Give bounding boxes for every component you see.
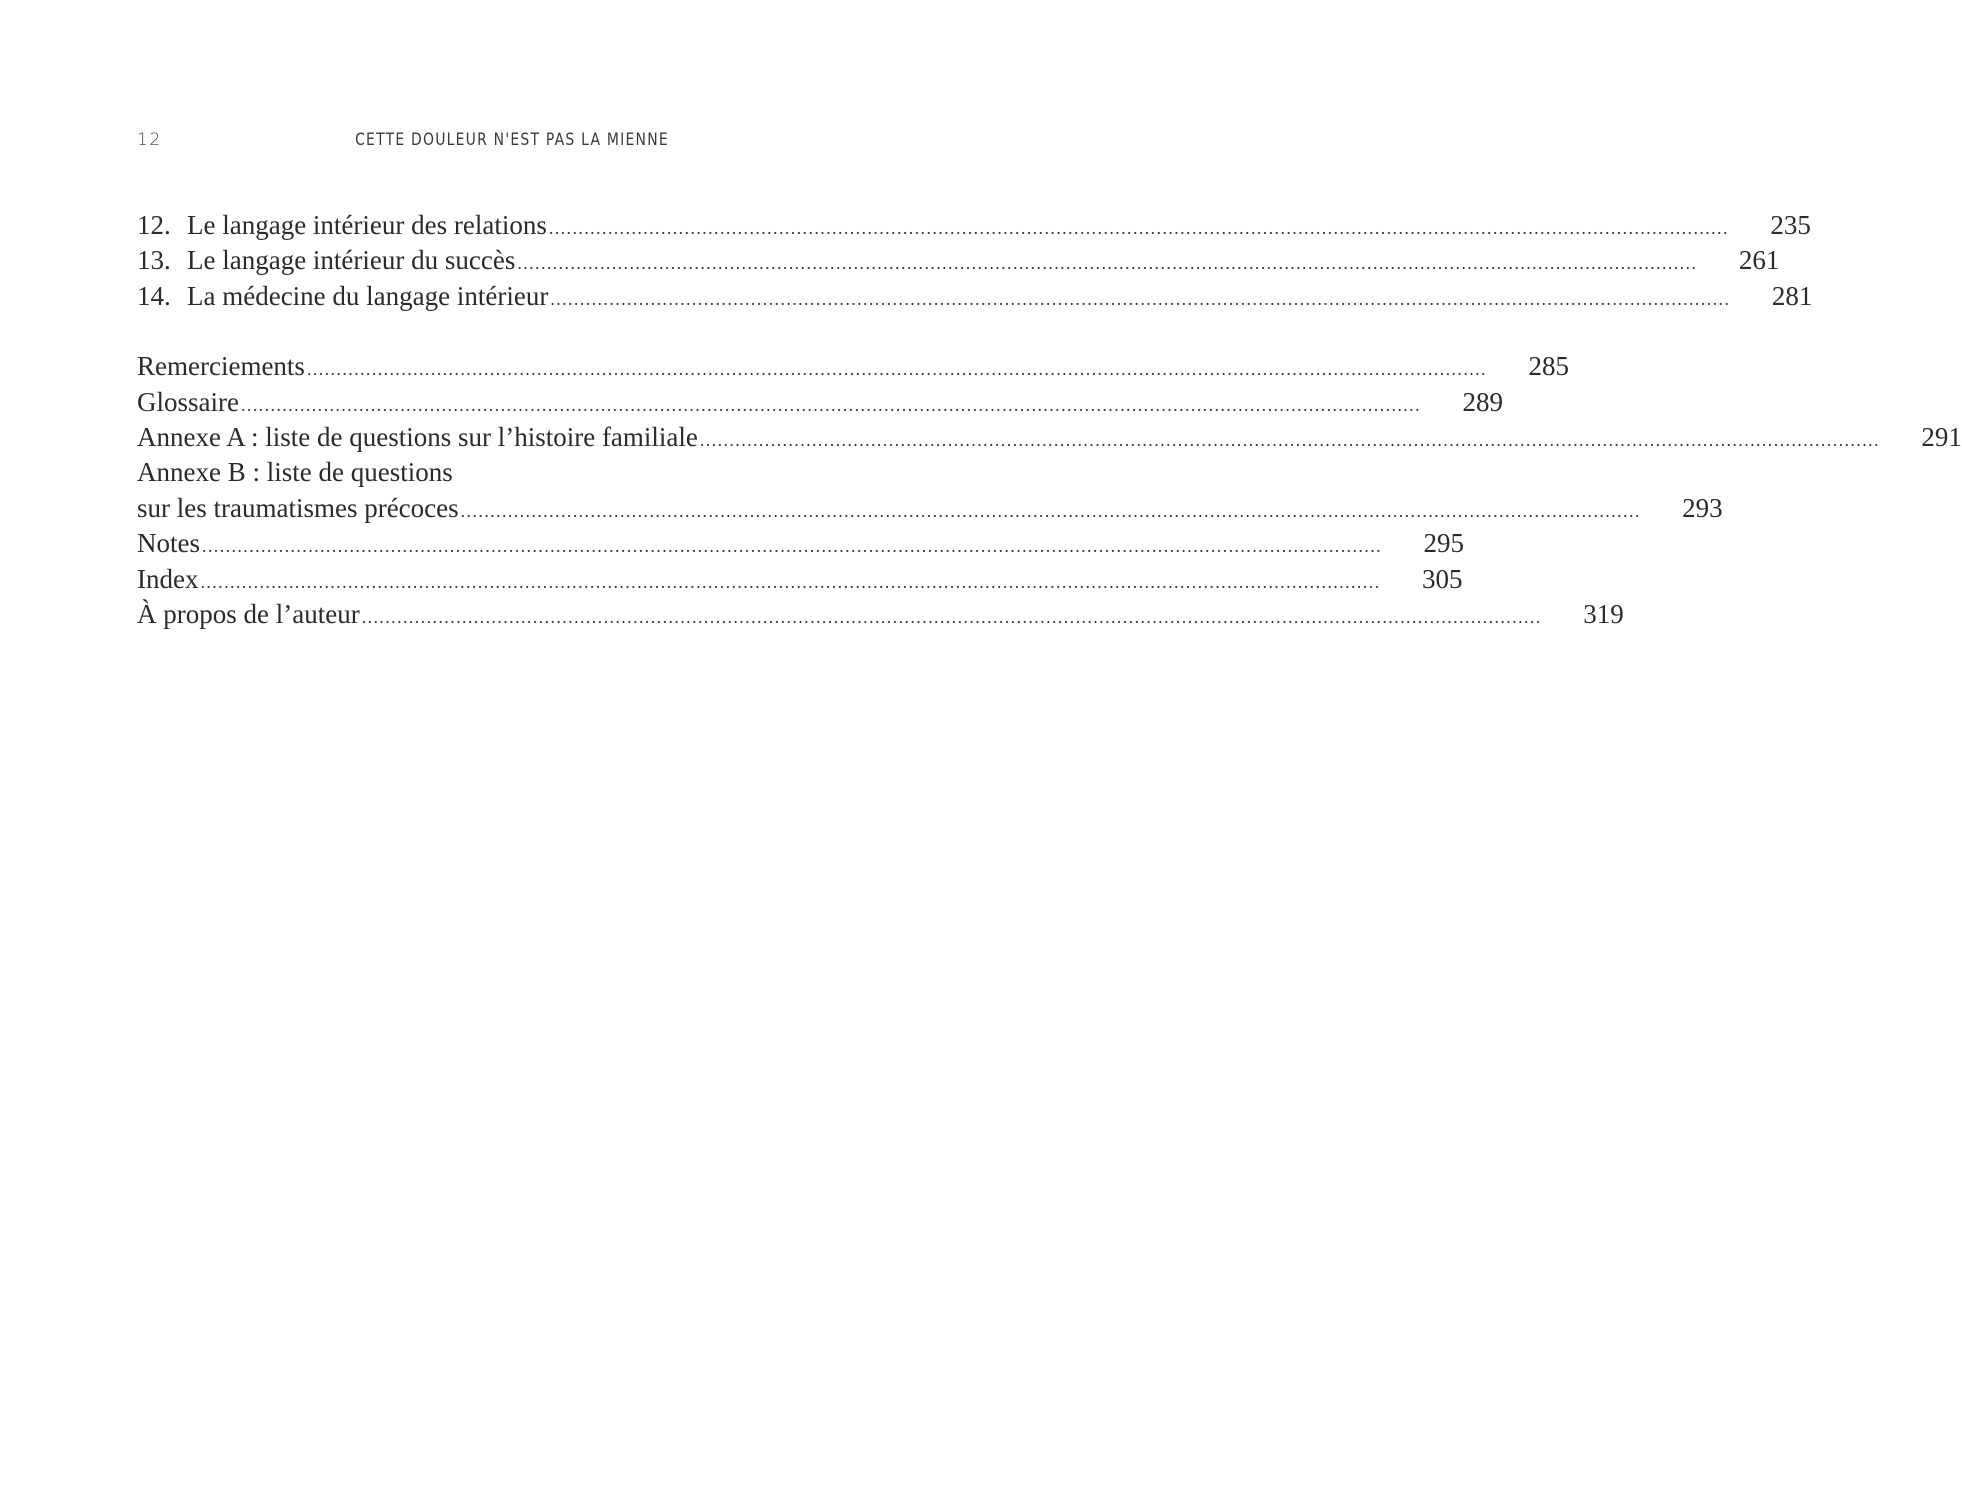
toc-entry-number: 14. — [137, 280, 171, 311]
toc-entry-chapter-13[interactable] — [137, 243, 1780, 278]
toc-entry-page: 293 — [1682, 492, 1723, 523]
toc-entry-page: 281 — [1771, 280, 1813, 311]
dot-leader: ........................................................................................................................................................................................................ — [361, 606, 1542, 627]
toc-entry-label: Le langage intérieur du succès — [187, 245, 516, 276]
toc-entry-notes[interactable] — [137, 526, 1464, 561]
dot-leader: ........................................................................................................................................................................................................ — [202, 536, 1382, 557]
toc-entry-label: Index — [137, 563, 199, 594]
toc-entry-page: 235 — [1770, 210, 1811, 240]
toc-entry-label: Annexe A : liste de questions sur l’histoire familiale — [137, 421, 698, 452]
toc-entry-index[interactable] — [137, 562, 1463, 597]
toc-back-matter — [137, 349, 1962, 632]
toc-entry-label: Annexe B : liste de questions — [137, 457, 453, 488]
dot-leader: ........................................................................................................................................................................................................ — [699, 429, 1880, 450]
book-title: CETTE DOULEUR N'EST PAS LA MIENNE — [355, 130, 669, 150]
toc-entry-number: 12. — [137, 210, 171, 240]
toc-entry-label: La médecine du langage intérieur — [187, 280, 549, 311]
toc-entry-page: 285 — [1528, 351, 1569, 382]
toc-entry-label: Glossaire — [137, 386, 239, 417]
toc-entry-page: 305 — [1421, 563, 1463, 594]
toc-entry-chapter-14[interactable] — [137, 279, 1813, 314]
toc-entry-page: 295 — [1423, 528, 1464, 559]
toc-entry-label: Remerciements — [137, 351, 305, 382]
toc-entry-number: 13. — [137, 245, 171, 276]
toc-entry-label: Notes — [137, 528, 200, 559]
toc-entry-label: sur les traumatismes précoces — [137, 492, 459, 523]
dot-leader: ........................................................................................................................................................................................................ — [550, 288, 1731, 309]
dot-leader: ........................................................................................................................................................................................................ — [240, 394, 1421, 415]
dot-leader: ........................................................................................................................................................................................................ — [460, 500, 1641, 521]
dot-leader: ........................................................................................................................................................................................................ — [517, 253, 1698, 274]
dot-leader: ........................................................................................................................................................................................................ — [306, 359, 1487, 380]
toc-entry-page: 289 — [1462, 386, 1503, 417]
toc-entry-page: 261 — [1738, 245, 1780, 276]
toc-entry-chapter-12[interactable] — [137, 208, 1811, 243]
dot-leader: ........................................................................................................................................................................................................ — [200, 571, 1381, 592]
running-head — [137, 130, 887, 160]
toc-entry-page: 291 — [1921, 421, 1962, 452]
toc-entry-label: Le langage intérieur des relations — [187, 210, 547, 240]
toc-entry-remerciements[interactable] — [137, 349, 1569, 384]
toc-entry-label: À propos de l’auteur — [137, 598, 360, 629]
toc-chapters — [137, 208, 1813, 314]
toc-entry-page: 319 — [1583, 598, 1624, 629]
table-of-contents — [137, 208, 1962, 632]
toc-entry-a-propos[interactable] — [137, 597, 1624, 632]
page-number: 12 — [137, 130, 162, 150]
toc-entry-glossaire[interactable] — [137, 385, 1503, 420]
toc-entry-annexe-b-line-1[interactable] — [137, 455, 887, 490]
toc-entry-annexe-a[interactable] — [137, 420, 1962, 455]
toc-entry-annexe-b-line-2[interactable] — [137, 491, 1723, 526]
dot-leader: ........................................................................................................................................................................................................ — [548, 218, 1729, 238]
